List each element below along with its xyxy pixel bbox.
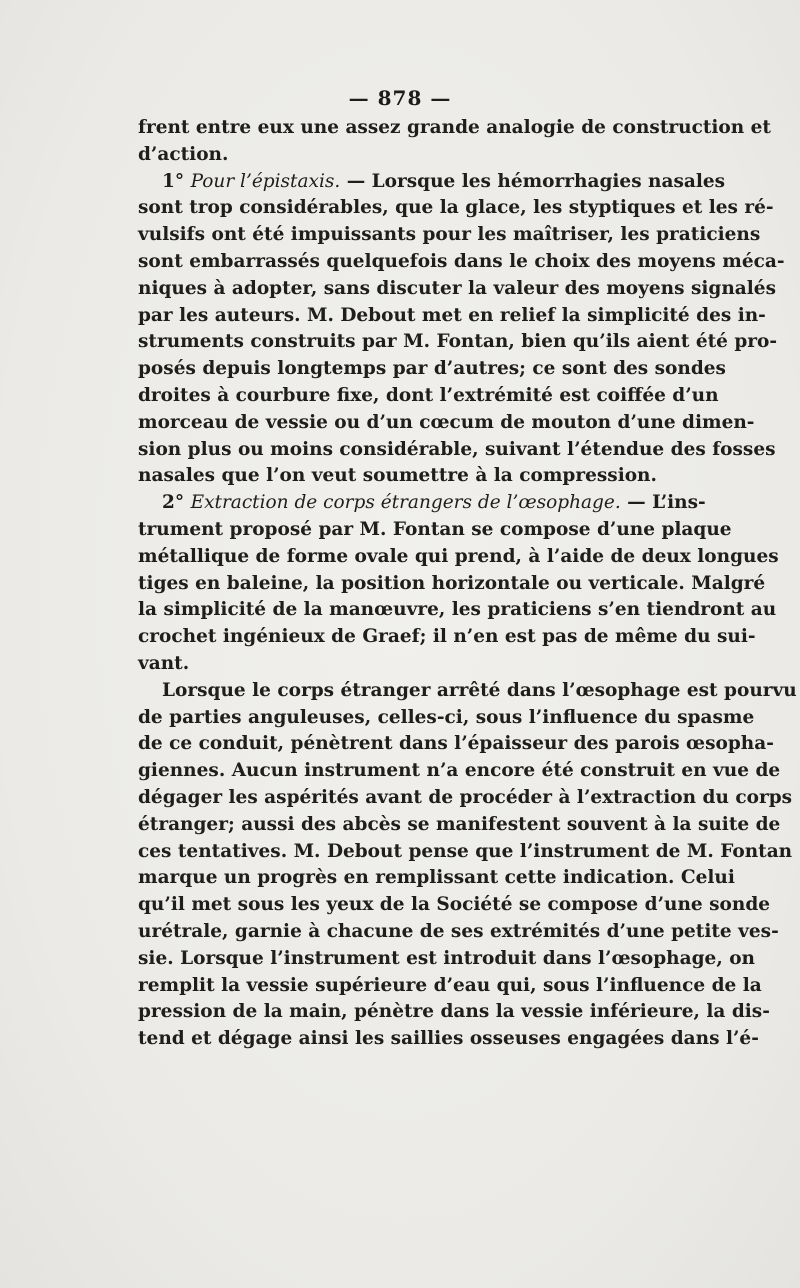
text-line xyxy=(138,383,719,410)
text-run: ces tentatives. M. Debout pense que l’instrument de M. Fontan xyxy=(138,840,793,862)
text-line xyxy=(138,973,762,1000)
text-line xyxy=(138,919,779,946)
text-line xyxy=(138,544,779,571)
text-run: étranger; aussi des abcès se manifestent souvent à la suite de xyxy=(138,813,781,835)
text-line xyxy=(138,865,735,892)
text-run: sie. Lorsque l’instrument est introduit dans l’œsophage, on xyxy=(138,947,755,969)
text-run: 1° xyxy=(162,170,191,192)
text-line xyxy=(138,276,776,303)
text-run: sont trop considérables, que la glace, les styptiques et les ré- xyxy=(138,197,774,219)
text-line xyxy=(138,303,766,330)
text-line xyxy=(138,839,793,866)
text-line xyxy=(138,651,698,678)
text-line xyxy=(138,597,777,624)
text-run: sont embarrassés quelquefois dans le choix des moyens méca- xyxy=(138,250,785,272)
text-run: la simplicité de la manœuvre, les praticiens s’en tiendront au xyxy=(138,599,777,621)
text-run: nasales que l’on veut soumettre à la compression. xyxy=(138,465,657,487)
text-run: Lorsque le corps étranger arrêté dans l’œsophage est pourvu xyxy=(162,679,797,701)
italic-heading: Pour l’épistaxis. xyxy=(190,170,341,192)
text-run: sion plus ou moins considérable, suivant l’étendue des fosses xyxy=(138,438,776,460)
body-text xyxy=(138,115,797,1053)
text-line xyxy=(138,785,793,812)
text-run: — L’ins- xyxy=(620,492,706,514)
text-run: crochet ingénieux de Graef; il n’en est pas de même du sui- xyxy=(138,626,756,648)
text-line xyxy=(138,490,706,517)
text-line xyxy=(138,624,756,651)
text-line xyxy=(138,463,698,490)
text-run: urétrale, garnie à chacune de ses extrémités d’une petite ves- xyxy=(138,920,779,942)
text-run: dégager les aspérités avant de procéder à l’extraction du corps xyxy=(138,786,793,808)
text-run: — Lorsque les hémorrhagies nasales xyxy=(340,170,726,192)
text-run: par les auteurs. M. Debout met en relief la simplicité des in- xyxy=(138,304,766,326)
text-line xyxy=(138,356,726,383)
text-run: frent entre eux une assez grande analogie de construction et xyxy=(138,117,771,138)
text-line xyxy=(138,410,755,437)
text-line xyxy=(138,678,797,705)
text-run: droites à courbure fixe, dont l’extrémité est coiffée d’un xyxy=(138,384,719,406)
text-run: niques à adopter, sans discuter la valeur des moyens signalés xyxy=(138,277,776,299)
text-run: trument proposé par M. Fontan se compose d’une plaque xyxy=(138,518,732,540)
text-run: de ce conduit, pénètrent dans l’épaisseur des parois œsopha- xyxy=(138,733,774,755)
text-line xyxy=(138,946,755,973)
text-line xyxy=(138,437,776,464)
text-run: morceau de vessie ou d’un cœcum de mouton d’une dimen- xyxy=(138,411,755,433)
text-run: vulsifs ont été impuissants pour les maîtriser, les praticiens xyxy=(138,224,761,246)
text-run: métallique de forme ovale qui prend, à l’aide de deux longues xyxy=(138,545,779,567)
text-run: qu’il met sous les yeux de la Société se compose d’une sonde xyxy=(138,894,771,916)
text-run: de parties anguleuses, celles-ci, sous l’influence du spasme xyxy=(138,706,755,728)
text-line xyxy=(138,195,774,222)
text-run: marque un progrès en remplissant cette indication. Celui xyxy=(138,867,735,889)
text-line xyxy=(138,249,785,276)
text-run: tiges en baleine, la position horizontale ou verticale. Malgré xyxy=(138,572,766,594)
text-line xyxy=(138,999,770,1026)
text-run: posés depuis longtemps par d’autres; ce sont des sondes xyxy=(138,358,726,380)
text-run: struments construits par M. Fontan, bien qu’ils aient été pro- xyxy=(138,331,778,353)
text-line xyxy=(138,115,771,142)
text-line xyxy=(138,892,771,919)
text-line xyxy=(138,705,755,732)
text-line xyxy=(138,571,766,598)
text-line xyxy=(138,731,774,758)
text-run: d’action. xyxy=(138,143,229,165)
text-line xyxy=(138,329,778,356)
text-run: remplit la vessie supérieure d’eau qui, sous l’influence de la xyxy=(138,974,762,996)
text-line xyxy=(138,812,781,839)
text-line xyxy=(138,758,781,785)
text-line xyxy=(138,517,732,544)
text-run: pression de la main, pénètre dans la vessie inférieure, la dis- xyxy=(138,1001,770,1023)
text-line xyxy=(138,222,761,249)
text-run: vant. xyxy=(138,652,190,674)
italic-heading: Extraction de corps étrangers de l’œsophage. xyxy=(190,492,621,514)
text-run: tend et dégage ainsi les saillies osseuses engagées dans l’é- xyxy=(138,1028,759,1050)
text-line xyxy=(138,142,698,169)
text-line xyxy=(138,1026,759,1053)
text-run: giennes. Aucun instrument n’a encore été construit en vue de xyxy=(138,760,781,782)
text-run: 2° xyxy=(162,492,191,514)
text-line xyxy=(138,169,726,196)
page-number: — 878 — xyxy=(348,86,452,110)
